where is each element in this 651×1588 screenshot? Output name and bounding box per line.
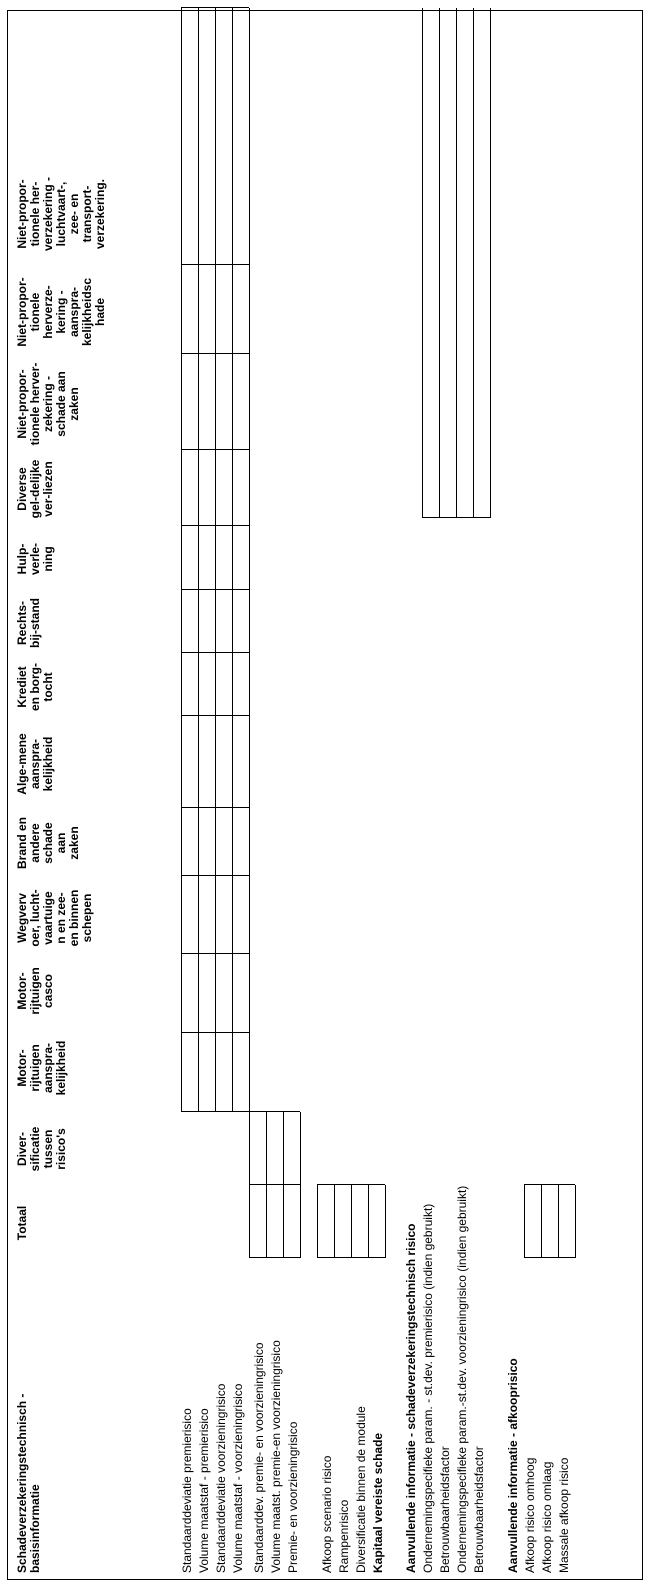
afkoop-grid-line	[524, 1185, 525, 1258]
combined-grid-line	[266, 1112, 267, 1258]
row-label: Ondernemingspecifieke param. - st.dev. premierisico (indien gebruikt)	[421, 1203, 435, 1573]
lob-header-12: Niet-propor- tionele her- verzekering - luchtvaart-, zee- en transport- verzekering.	[15, 176, 107, 252]
row-label: Rampenrisico	[337, 1499, 351, 1573]
total-grid-line	[317, 1257, 385, 1258]
row-label: Afkoop risico omhoog	[523, 1457, 537, 1573]
row-label: Volume maatstaf - premierisico	[197, 1408, 211, 1573]
afkoop-grid-line	[524, 1184, 575, 1185]
row-label: Afkoop scenario risico	[320, 1455, 334, 1573]
row-label: Betrouwbaarheidsfactor	[438, 1446, 452, 1573]
extra-grid-line	[439, 8, 440, 518]
lob-grid-line	[249, 8, 250, 1112]
lob-grid-line	[181, 7, 249, 8]
extra-grid-line	[456, 8, 457, 518]
row-label: Volume maatst. premie-en voorzieningrisico	[269, 1340, 283, 1573]
combined-grid-line	[249, 1257, 300, 1258]
row-label: Massale afkoop risico	[557, 1457, 571, 1573]
extra-grid-line	[422, 517, 490, 518]
combined-grid-line	[249, 1111, 300, 1112]
lob-grid-line	[181, 8, 182, 1112]
row-label: Standaarddeviatie voorzieningrisico	[214, 1383, 228, 1573]
row-label: Afkoop risico omlaag	[540, 1461, 554, 1573]
lob-grid-line	[181, 807, 249, 808]
lob-grid-line	[181, 353, 249, 354]
total-grid-line	[368, 1185, 369, 1258]
lob-grid-line	[181, 264, 249, 265]
extra-schade-title: Aanvullende informatie - schadeverzekeringstechnisch risico	[404, 1223, 418, 1573]
lob-header-6: Krediet en borg- tocht	[15, 663, 55, 711]
lob-header-10: Niet-propor- tionele herver- zekering - schade aan zaken	[15, 362, 81, 446]
section-title: Schadeverzekeringstechnisch - basisinformatie	[15, 1393, 42, 1573]
total-grid-line	[351, 1185, 352, 1258]
lob-grid-line	[181, 875, 249, 876]
lob-header-2: Motor- rijtuigen casco	[15, 967, 55, 1015]
lob-header-1: Motor- rijtuigen aanspra- kelijkheid	[15, 1040, 68, 1096]
afkoop-grid-line	[558, 1185, 559, 1258]
total-grid-line	[334, 1185, 335, 1258]
grid-line	[249, 1184, 300, 1185]
row-label: Standaarddeviatie premierisico	[180, 1408, 194, 1573]
lob-grid-line	[181, 953, 249, 954]
lob-header-8: Hulp- verle- ning	[15, 542, 55, 576]
combined-grid-line	[283, 1112, 284, 1258]
row-label: Betrouwbaarheidsfactor	[472, 1446, 486, 1573]
row-label: Diversificatie binnen de module	[354, 1406, 368, 1573]
lob-header-7: Rechts- bij-stand	[15, 598, 42, 648]
extra-grid-line	[473, 8, 474, 518]
lob-grid-line	[232, 8, 233, 1112]
lob-grid-line	[181, 525, 249, 526]
lob-header-4: Brand en andere schade aan zaken	[15, 817, 81, 870]
capital-row-label: Kapitaal vereiste schade	[371, 1432, 385, 1573]
lob-grid-line	[198, 8, 199, 1112]
lob-header-5: Alge-mene aanspra- kelijkheid	[15, 733, 55, 795]
lob-header-9: Diverse gel-delijke ver-liezen	[15, 459, 55, 519]
afkoop-grid-line	[541, 1185, 542, 1258]
afkoop-grid-line	[524, 1257, 575, 1258]
lob-grid-line	[181, 1111, 249, 1112]
row-label: Ondernemingspecifieke param.-st.dev. voorzieningrisico (indien gebruikt)	[455, 1185, 469, 1573]
combined-grid-line	[249, 1112, 250, 1258]
lob-grid-line	[181, 589, 249, 590]
total-grid-line	[317, 1184, 385, 1185]
extra-grid-line	[422, 8, 423, 518]
row-label: Volume maatstaf - voorzieningrisico	[231, 1383, 245, 1573]
lob-grid-line	[181, 449, 249, 450]
extra-afkoop-title: Aanvullende informatie - afkooprisico	[506, 1358, 520, 1573]
lob-header-3: Wegverv oer, lucht- vaartuige n en zee- en binnen schepen	[15, 889, 94, 947]
lob-grid-line	[181, 715, 249, 716]
lob-grid-line	[181, 1032, 249, 1033]
col-diversification-header: Diver- sificatie tussen risico's	[15, 1126, 68, 1172]
col-total-header: Totaal	[15, 1205, 29, 1241]
combined-grid-line	[300, 1112, 301, 1258]
total-grid-line	[385, 1185, 386, 1258]
row-label: Standaarddev. premie- en voorzieningrisico	[252, 1342, 266, 1573]
row-label: Premie- en voorzieningrisico	[286, 1421, 300, 1573]
afkoop-grid-line	[575, 1185, 576, 1258]
extra-grid-line	[490, 8, 491, 518]
lob-grid-line	[181, 652, 249, 653]
total-grid-line	[317, 1185, 318, 1258]
lob-header-11: Niet-propor- tionele herverze- kering - aanspra- kelijkheidsc hade	[15, 277, 107, 347]
lob-grid-line	[215, 8, 216, 1112]
